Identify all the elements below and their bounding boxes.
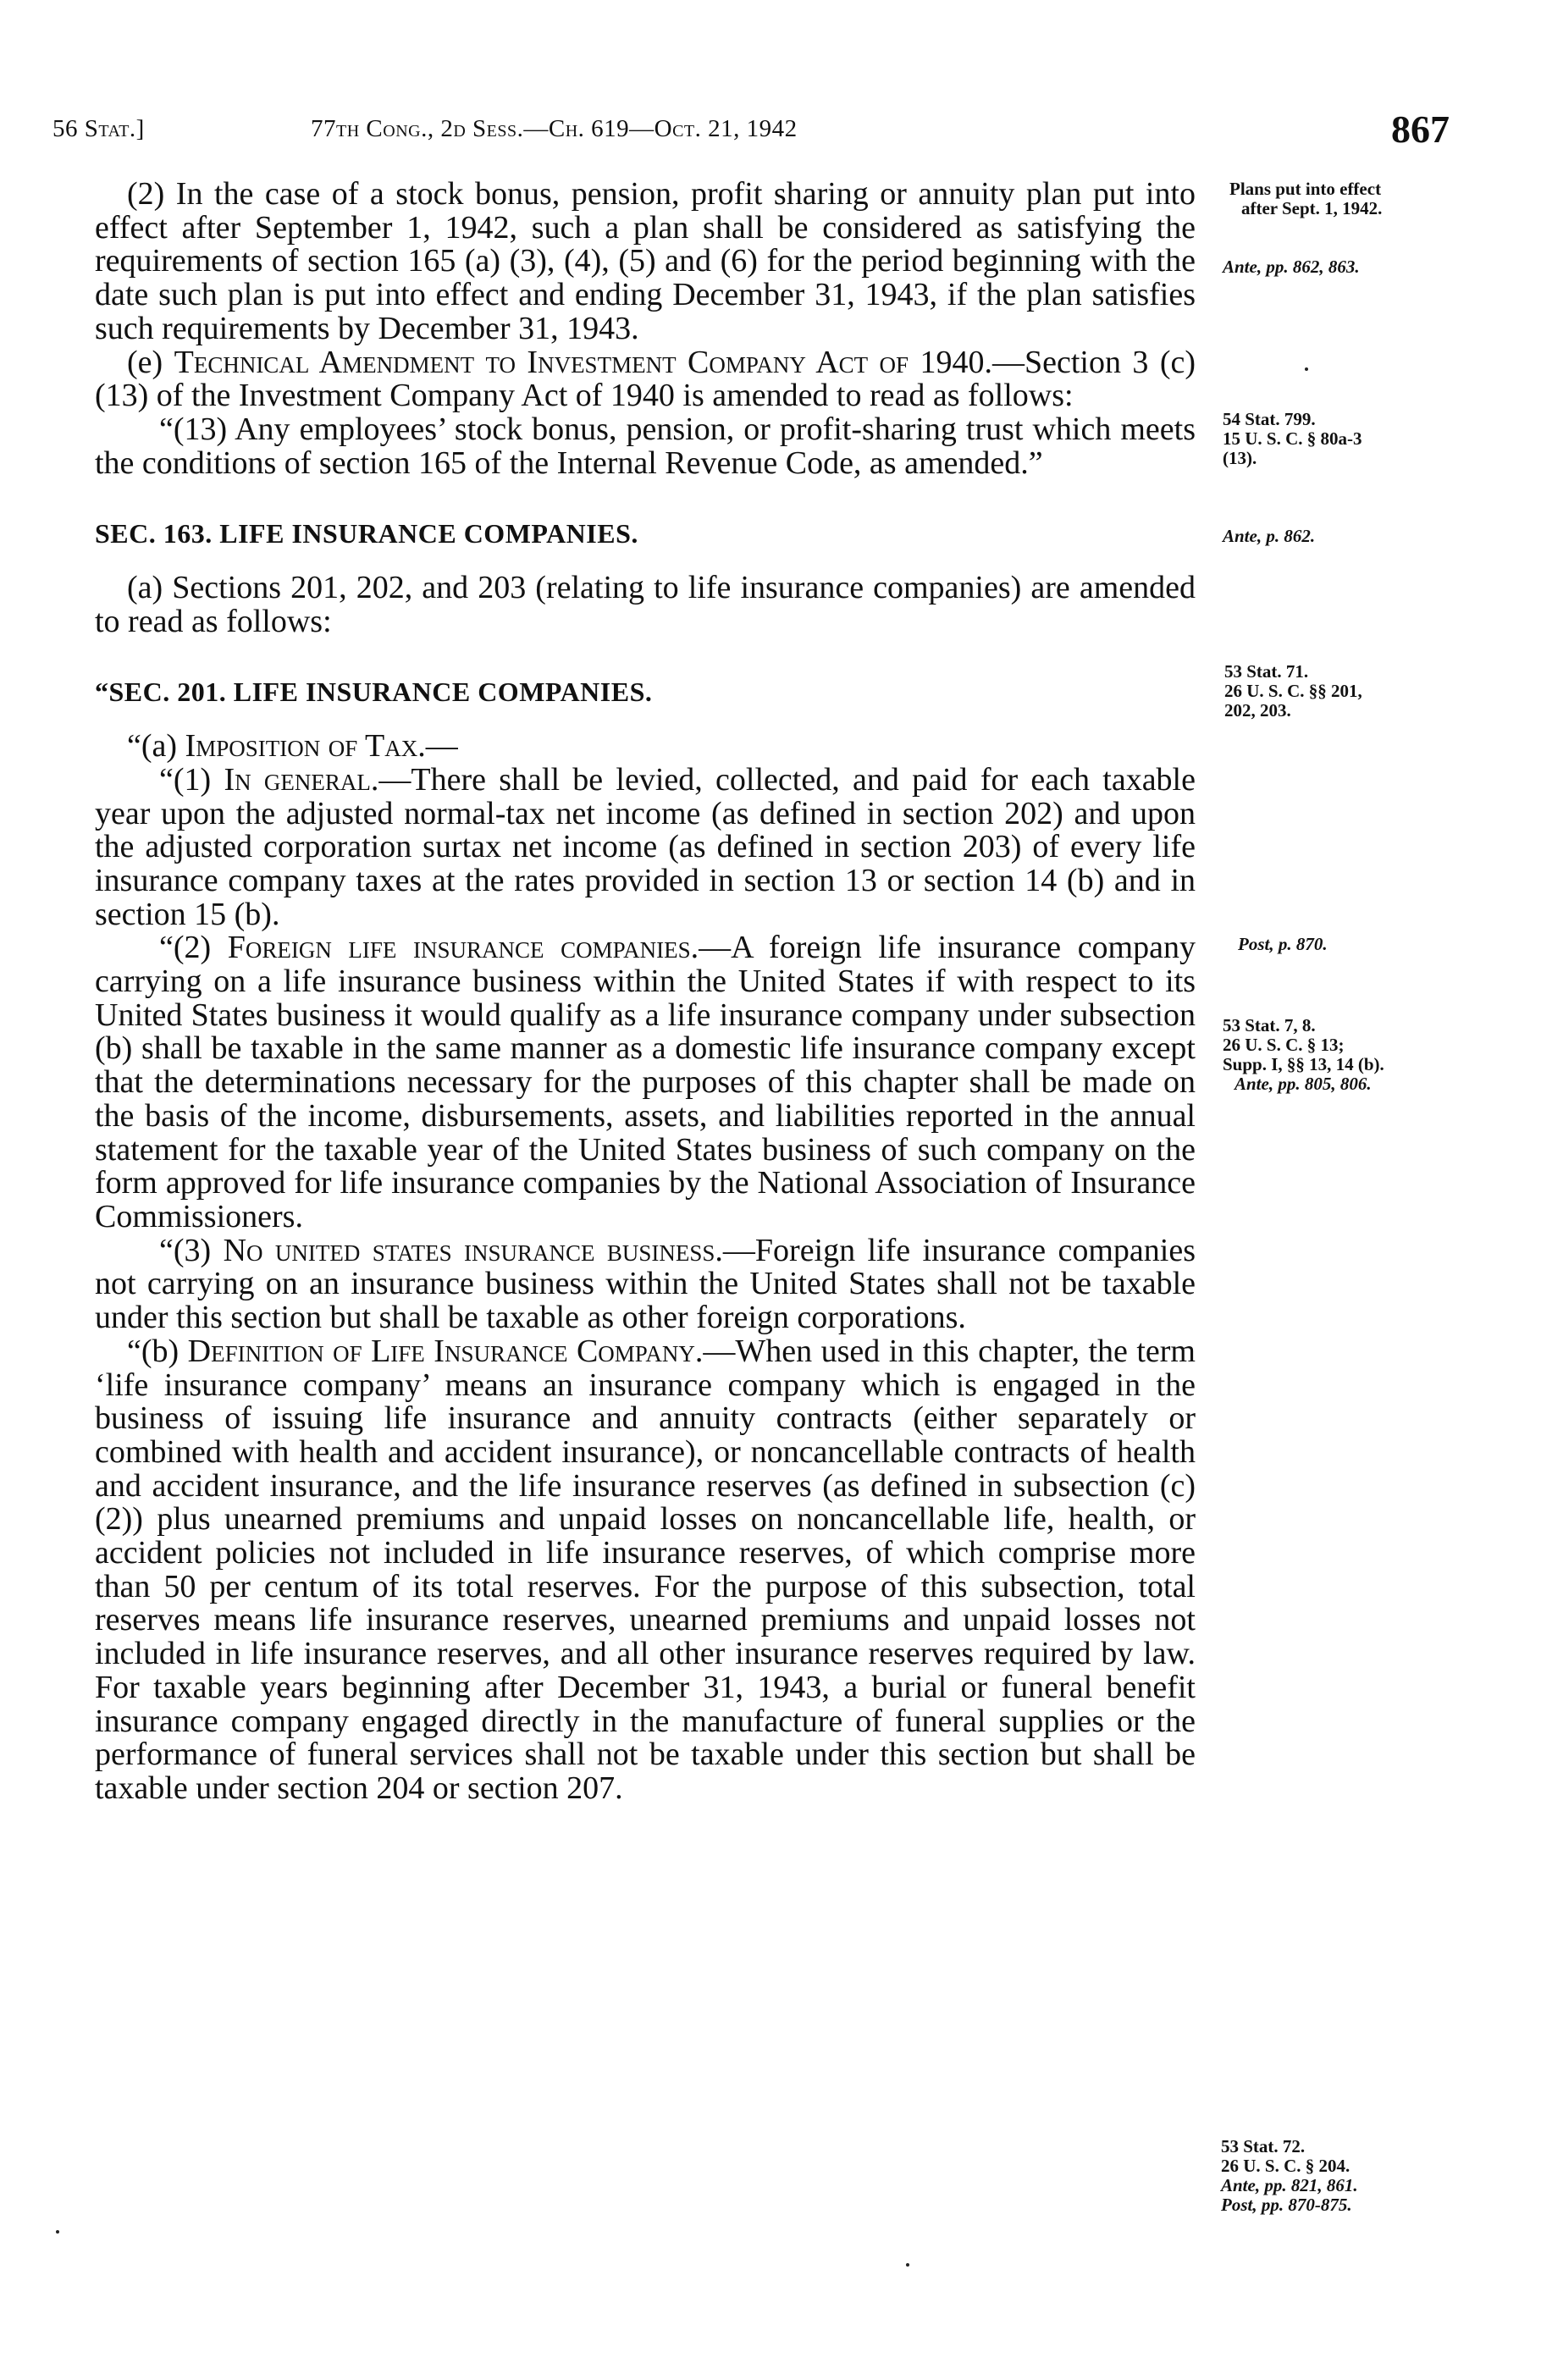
- margin-notes: [1212, 0, 1500, 2380]
- paragraph-text: —A foreign life insurance company carrying on a life insurance business within the United States if with respect to its United States business it would qualify as a life insurance company under subsection (b) shall be taxable in the same manner as a domestic life insurance company except that the determinations necessary for the purposes of this chapter shall be made on the basis of the income, disbursements, assets, and liabilities reported in the annual statement for the taxable year of the United States business of such company on the form approved for life insurance companies by the National Association of Insurance Commissioners.: [95, 930, 1196, 1234]
- paragraph-label: “(b): [127, 1333, 188, 1369]
- print-speck: [56, 2230, 59, 2234]
- paragraph-text: —Section 3 (c) (13) of the Investment Company Act of 1940 is amended to read as follows:: [95, 344, 1196, 414]
- page-number: 867: [1391, 108, 1450, 151]
- margin-note-line: 54 Stat. 799.: [1223, 409, 1316, 429]
- paragraph-heading: Foreign life insurance companies.: [227, 930, 699, 966]
- paragraph-label: “(1): [159, 761, 224, 798]
- print-speck: [1305, 367, 1308, 371]
- paragraph-no-us-business: [95, 1234, 1196, 1335]
- margin-note-line: 53 Stat. 71.: [1224, 661, 1309, 682]
- margin-note-line: 26 U. S. C. § 204.: [1221, 2156, 1350, 2176]
- paragraph-label: (e): [127, 344, 174, 380]
- paragraph-heading: Definition of Life Insurance Company.: [187, 1333, 704, 1369]
- margin-note-ante-862: [1223, 257, 1360, 277]
- margin-note-line: 15 U. S. C. § 80a-3: [1223, 428, 1362, 449]
- margin-note-line: Ante, pp. 821, 861.: [1221, 2175, 1358, 2195]
- section-heading-201: “SEC. 201. LIFE INSURANCE COMPANIES.: [95, 676, 653, 708]
- paragraph-text: —Foreign life insurance companies not carrying on an insurance business within the United States shall not be taxable under this section but shall be taxable as other foreign corporations.: [95, 1232, 1196, 1336]
- margin-note-post-870: [1238, 935, 1328, 954]
- margin-note-line: after Sept. 1, 1942.: [1241, 198, 1383, 218]
- section-heading-163: SEC. 163. LIFE INSURANCE COMPANIES.: [95, 518, 638, 549]
- margin-note-line: Post, pp. 870-875.: [1221, 2195, 1352, 2215]
- main-text: [95, 178, 1196, 1806]
- margin-note-53-stat-7: [1223, 1016, 1384, 1094]
- margin-note-54-stat: [1223, 410, 1362, 468]
- paragraph-foreign-life: [95, 931, 1196, 1234]
- margin-note-line: Ante, p. 862.: [1223, 526, 1316, 546]
- paragraph-heading: Technical Amendment to Investment Company Act of 1940.: [174, 344, 992, 380]
- margin-note-line: 202, 203.: [1224, 700, 1291, 721]
- paragraph-definition: [95, 1335, 1196, 1806]
- paragraph-technical-amendment: [95, 346, 1196, 413]
- margin-note-53-stat-72: [1221, 2137, 1358, 2215]
- margin-note-line: Supp. I, §§ 13, 14 (b).: [1223, 1054, 1384, 1074]
- paragraph-text: —There shall be levied, collected, and paid for each taxable year upon the adjusted normal-tax net income (as defined in section 202) and upon the adjusted corporation surtax net income (as defined in section 203) of every life insurance company taxes at the rates provided in section 13 or section 14 (b) and in section 15 (b).: [95, 761, 1196, 932]
- paragraph-label: “(3): [159, 1232, 224, 1268]
- margin-note-ante-p862: [1223, 527, 1315, 546]
- paragraph-heading: No united states insurance business.: [223, 1232, 723, 1268]
- paragraph-plans-effect: (2) In the case of a stock bonus, pension, profit sharing or annuity plan put into effect after September 1, 1942, such a plan shall be considered as satisfying the requirements of section 165 (a) (3), (4), (5) and (6) for the period beginning with the date such plan is put into effect and ending December 31, 1943, if the plan satisfies such requirements by December 31, 1943.: [95, 176, 1196, 346]
- paragraph-quoted-13: “(13) Any employees’ stock bonus, pension, or profit-sharing trust which meets the conditions of section 165 of the Internal Revenue Code, as amended.”: [95, 411, 1196, 481]
- subsection-a-heading: [95, 730, 1196, 764]
- paragraph-text: —: [425, 728, 458, 765]
- margin-note-line: 53 Stat. 7, 8.: [1223, 1015, 1316, 1035]
- paragraph-heading: Imposition of Tax.: [185, 728, 426, 765]
- paragraph-label: “(2): [159, 930, 228, 966]
- paragraph-label: “(a): [127, 728, 185, 765]
- margin-note-line: 53 Stat. 72.: [1221, 2136, 1306, 2156]
- margin-note-line: Post, p. 870.: [1238, 934, 1328, 954]
- margin-note-line: 26 U. S. C. § 13;: [1223, 1035, 1345, 1055]
- paragraph-heading: In general.: [224, 761, 379, 798]
- margin-note-line: Ante, pp. 862, 863.: [1223, 257, 1360, 277]
- margin-note-line: Ante, pp. 805, 806.: [1234, 1074, 1372, 1094]
- statute-volume: 56 Stat.]: [52, 115, 145, 142]
- margin-note-plans-effect: [1229, 179, 1382, 218]
- margin-note-line: Plans put into effect: [1229, 179, 1382, 199]
- paragraph-sections-amended: (a) Sections 201, 202, and 203 (relating to life insurance companies) are amended to read as follows:: [95, 570, 1196, 639]
- margin-note-53-stat-71: [1224, 662, 1362, 721]
- paragraph-in-general: [95, 761, 1196, 932]
- paragraph-text: —When used in this chapter, the term ‘life insurance company’ means an insurance company which is engaged in the business of issuing life insurance and annuity contracts (either separately or combined with health and accident insurance), or noncancellable contracts of health and accident insurance, and the life insurance reserves (as defined in subsection (c) (2)) plus unearned premiums and unpaid losses on noncancellable life, health, or accident policies not included in life insurance reserves, of which comprise more than 50 per centum of its total reserves. For the purpose of this subsection, total reserves means life insurance reserves, unearned premiums and unpaid losses not included in life insurance reserves, and all other insurance reserves required by law. For taxable years beginning after December 31, 1943, a burial or funeral benefit insurance company engaged directly in the manufacture of funeral supplies or the performance of funeral services shall not be taxable under this section but shall be taxable under section 204 or section 207.: [95, 1333, 1196, 1806]
- margin-note-line: 26 U. S. C. §§ 201,: [1224, 681, 1362, 701]
- margin-note-line: (13).: [1223, 448, 1257, 468]
- session-chapter-date: 77th Cong., 2d Sess.—Ch. 619—Oct. 21, 1942: [311, 115, 798, 142]
- print-speck: [906, 2263, 909, 2267]
